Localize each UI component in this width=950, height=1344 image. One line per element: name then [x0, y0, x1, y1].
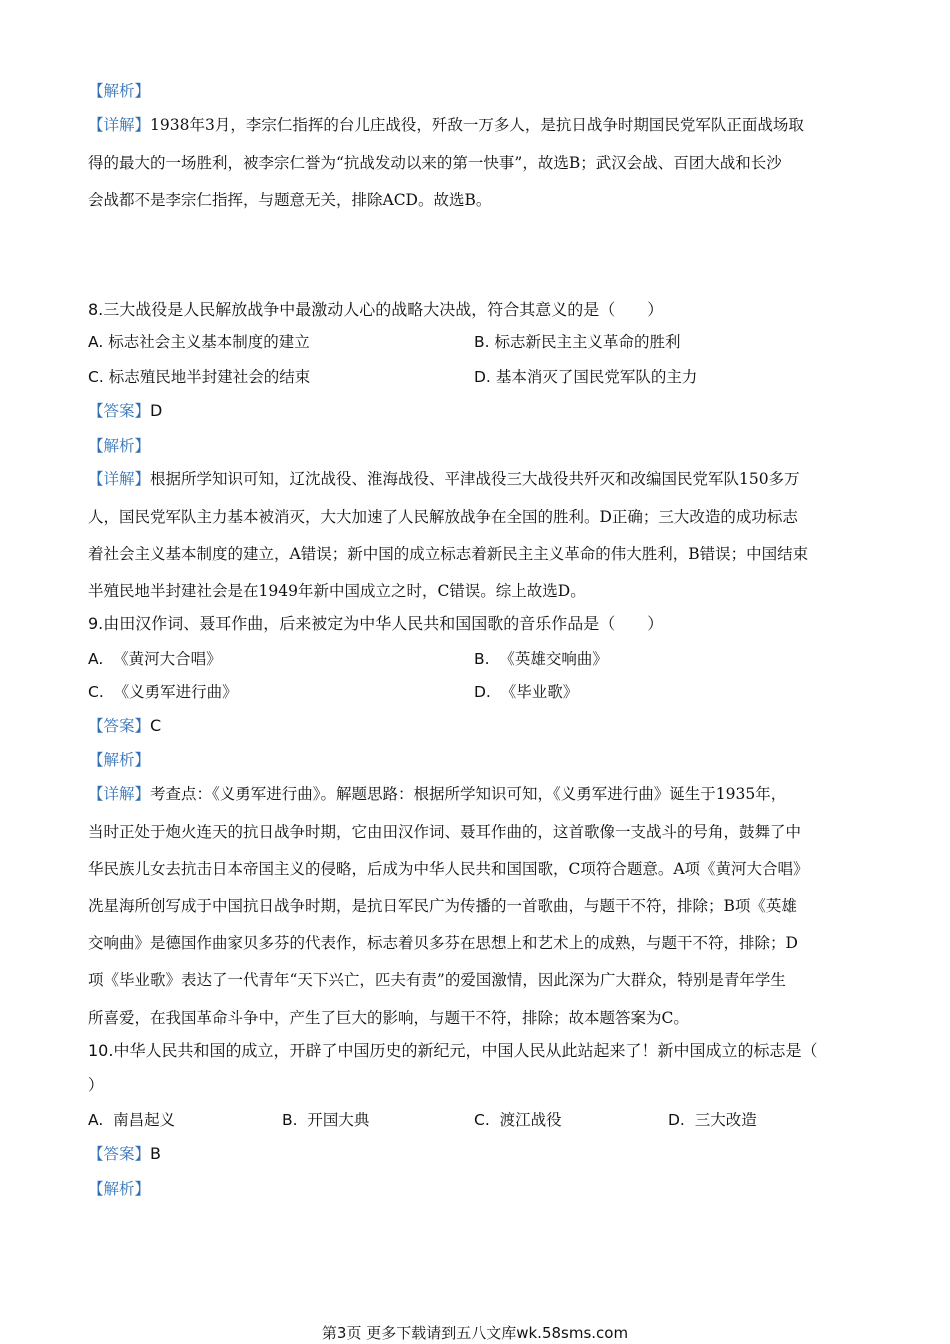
- question-8-answer: 【答案】D: [88, 401, 163, 420]
- question-10-option-b: B. 开国大典: [282, 1111, 370, 1129]
- detail-line: 人，国民党军队主力基本被消灭，大大加速了人民解放战争在全国的胜利。D正确；三大改造的成功标志: [88, 508, 798, 526]
- analysis-tag: 【解析】: [88, 1180, 151, 1198]
- page-footer: 第3页 更多下载请到五八文库wk.58sms.com: [321, 1324, 629, 1342]
- question-8-option-d: D. 基本消灭了国民党军队的主力: [474, 368, 698, 386]
- question-8-stem: 8.三大战役是人民解放战争中最激动人心的战略大决战，符合其意义的是（ ）: [88, 300, 664, 319]
- detail-tag: 【详解】: [88, 116, 151, 134]
- analysis-tag: 【解析】: [88, 82, 151, 100]
- analysis-tag: 【解析】: [88, 751, 151, 769]
- question-9-option-a: A. 《黄河大合唱》: [88, 650, 222, 668]
- detail-line: 当时正处于炮火连天的抗日战争时期，它由田汉作词、聂耳作曲的，这首歌像一支战斗的号角，鼓舞了中: [88, 823, 802, 841]
- detail-line: 所喜爱，在我国革命斗争中，产生了巨大的影响，与题干不符，排除；故本题答案为C。: [88, 1009, 689, 1027]
- detail-line: 会战都不是李宗仁指挥，与题意无关，排除ACD。故选B。: [88, 191, 492, 209]
- question-9-answer: 【答案】C: [88, 716, 162, 735]
- question-10-stem-cont: ）: [88, 1076, 104, 1094]
- detail-line: 交响曲》是德国作曲家贝多芬的代表作，标志着贝多芬在思想上和艺术上的成熟，与题干不符，排除；D: [88, 934, 798, 952]
- question-9-option-b: B. 《英雄交响曲》: [474, 650, 608, 668]
- detail-line: 着社会主义基本制度的建立，A错误；新中国的成立标志着新民主主义革命的伟大胜利，B错误；中国结束: [88, 545, 809, 563]
- detail-line: 半殖民地半封建社会是在1949年新中国成立之时，C错误。综上故选D。: [88, 582, 586, 600]
- detail-line: 项《毕业歌》表达了一代青年“天下兴亡，匹夫有责”的爱国激情，因此深为广大群众，特别是青年学生: [88, 971, 786, 989]
- question-10-option-d: D. 三大改造: [668, 1111, 757, 1129]
- detail-line: [88, 114, 804, 136]
- analysis-tag: 【解析】: [88, 437, 151, 455]
- question-8-option-c: C. 标志殖民地半封建社会的结束: [88, 368, 311, 386]
- question-10-stem: 10.中华人民共和国的成立，开辟了中国历史的新纪元，中国人民从此站起来了！新中国成立的标志是（: [88, 1041, 818, 1060]
- question-9-option-c: C. 《义勇军进行曲》: [88, 683, 238, 701]
- question-9-stem: 9.由田汉作词、聂耳作曲，后来被定为中华人民共和国国歌的音乐作品是（ ）: [88, 614, 664, 633]
- question-10-option-c: C. 渡江战役: [474, 1111, 562, 1129]
- detail-line: 冼星海所创写成于中国抗日战争时期，是抗日军民广为传播的一首歌曲，与题干不符，排除；B项《英雄: [88, 897, 797, 915]
- detail-line: 【详解】根据所学知识可知，辽沈战役、淮海战役、平津战役三大战役共歼灭和改编国民党军队150多万: [88, 470, 800, 488]
- question-10-answer: 【答案】B: [88, 1144, 161, 1163]
- question-10-option-a: A. 南昌起义: [88, 1111, 176, 1129]
- detail-line: 华民族儿女去抗击日本帝国主义的侵略，后成为中华人民共和国国歌，C项符合题意。A项《黄河大合唱》: [88, 860, 809, 878]
- question-8-option-b: B. 标志新民主主义革命的胜利: [474, 333, 681, 351]
- detail-line: 【详解】考查点：《义勇军进行曲》。解题思路：根据所学知识可知，《义勇军进行曲》诞生于1935年，: [88, 785, 787, 803]
- detail-line: 得的最大的一场胜利，被李宗仁誉为“抗战发动以来的第一快事”，故选B；武汉会战、百团大战和长沙: [88, 154, 782, 172]
- question-8-option-a: A. 标志社会主义基本制度的建立: [88, 333, 310, 351]
- question-9-option-d: D. 《毕业歌》: [474, 683, 579, 701]
- detail-text: 1938年3月，李宗仁指挥的台儿庄战役，歼敌一万多人，是抗日战争时期国民党军队正面战场取: [150, 116, 804, 134]
